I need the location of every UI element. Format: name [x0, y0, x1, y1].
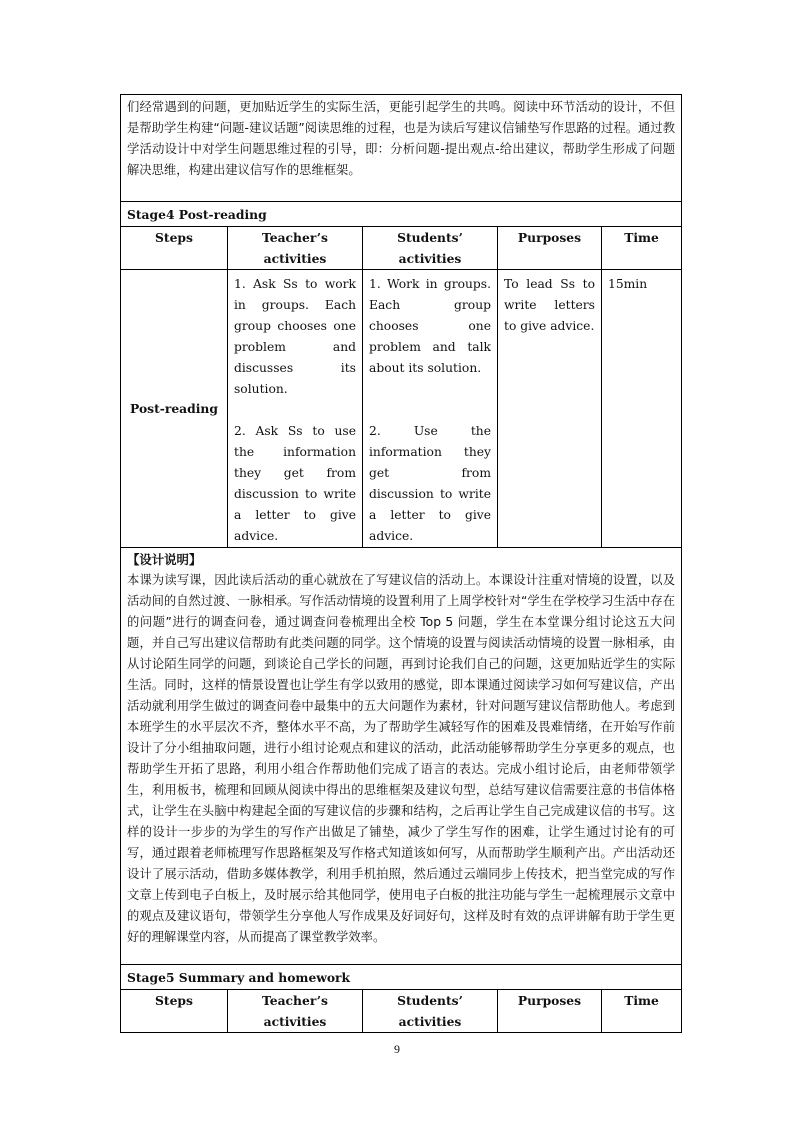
teacher-activities-cell	[228, 270, 363, 548]
student-activity-2: 2. Use the information they get from discussion to write a letter to give advice.	[369, 424, 491, 543]
stage5-title: Stage5 Summary and homework	[121, 965, 682, 990]
stage4-header-row	[121, 227, 682, 270]
stage4-title: Stage4 Post-reading	[121, 202, 682, 227]
stage4-title-row	[121, 202, 682, 227]
design-note-body: 本课为读写课，因此读后活动的重心就放在了写建议信的活动上。本课设计注重对情境的设置，以及活动间的自然过渡、一脉相承。写作活动情境的设置利用了上周学校针对“学生在学校学习生活中存在的问题”进行的调查问卷，通过调查问卷梳理出全校 Top 5 问题，学生在本堂课分组讨论这五大问题，并自己写出建议信帮助有此类问题的同学。这个情境的设置与阅读活动情境的设置一脉相承，由从讨论陌生同学的问题，到谈论自己学长的问题，再到讨论我们自己的问题，这更加贴近学生的实际生活。同时，这样的情景设置也让学生有学以致用的感觉，即本课通过阅读学习如何写建议信，产出活动就利用学生做过的调查问卷中最集中的五大问题作为素材，针对问题写建议信帮助他人。考虑到本班学生的水平层次不齐，整体水平不高，为了帮助学生减轻写作的困难及畏难情绪，在开始写作前设计了分小组抽取问题，进行小组讨论观点和建议的活动，此活动能够帮助学生分享更多的观点，也帮助学生开拓了思路，利用小组合作帮助他们完成了语言的表达。完成小组讨论后，由老师带领学生，利用板书，梳理和回顾从阅读中得出的思维框架及建议句型，总结写建议信需要注意的书信体格式，让学生在头脑中构建起全面的写建议信的步骤和结构，之后再让学生自己完成建议信的书写。这样的设计一步步的为学生的写作产出做足了铺垫，减少了学生写作的困难，让学生通过讨论有的可写，通过跟着老师梳理写作思路框架及写作格式知道该如何写，从而帮助学生顺利产出。产出活动还设计了展示活动，借助多媒体教学，利用手机拍照，然后通过云端同步上传技术，把当堂完成的写作文章上传到电子白板上，及时展示给其他同学，使用电子白板的批注功能与学生一起梳理展示文章中的观点及建议语句，带领学生分享他人写作成果及好词好句，这样及时有效的点评讲解有助于学生更好的理解课堂内容，从而提高了课堂教学效率。	[127, 573, 676, 944]
intro-row	[121, 95, 682, 202]
page-number: 9	[394, 1042, 400, 1056]
intro-paragraph: 们经常遇到的问题，更加贴近学生的实际生活，更能引起学生的共鸣。阅读中环节活动的设计，不但是帮助学生构建“问题-建议话题”阅读思维的过程，也是为读后写建议信铺垫写作思路的过程。通过教学活动设计中对学生问题思维过程的引导，即：分析问题-提出观点-给出建议，帮助学生形成了问题解决思维，构建出建议信写作的思维框架。	[121, 95, 682, 202]
header-teacher-activities: Teacher’s activities	[228, 990, 363, 1033]
time-cell: 15min	[602, 270, 682, 548]
spacer	[369, 379, 491, 400]
student-activity-1: 1. Work in groups. Each group chooses one problem and talk about its solution.	[369, 277, 491, 375]
header-students-activities: Students’ activities	[363, 227, 498, 270]
step-name: Post-reading	[121, 270, 228, 548]
design-note-cell	[121, 548, 682, 965]
teacher-activity-1: 1. Ask Ss to work in groups. Each group chooses one problem and discusses its solution.	[234, 277, 356, 396]
spacer	[234, 400, 356, 421]
header-purposes: Purposes	[498, 227, 602, 270]
header-time: Time	[602, 227, 682, 270]
header-steps: Steps	[121, 227, 228, 270]
students-activities-cell	[363, 270, 498, 548]
teacher-activity-2: 2. Ask Ss to use the information they get from discussion to write a letter to give advice.	[234, 424, 356, 543]
header-time: Time	[602, 990, 682, 1033]
header-teacher-activities: Teacher’s activities	[228, 227, 363, 270]
header-purposes: Purposes	[498, 990, 602, 1033]
lesson-plan-table	[120, 94, 682, 1033]
header-steps: Steps	[121, 990, 228, 1033]
stage5-title-row	[121, 965, 682, 990]
spacer	[369, 400, 491, 421]
stage4-body-row	[121, 270, 682, 548]
header-students-activities: Students’ activities	[363, 990, 498, 1033]
stage5-header-row	[121, 990, 682, 1033]
design-note-row	[121, 548, 682, 965]
design-note-title: 【设计说明】	[127, 552, 202, 567]
purpose-cell: To lead Ss to write letters to give advice.	[498, 270, 602, 548]
